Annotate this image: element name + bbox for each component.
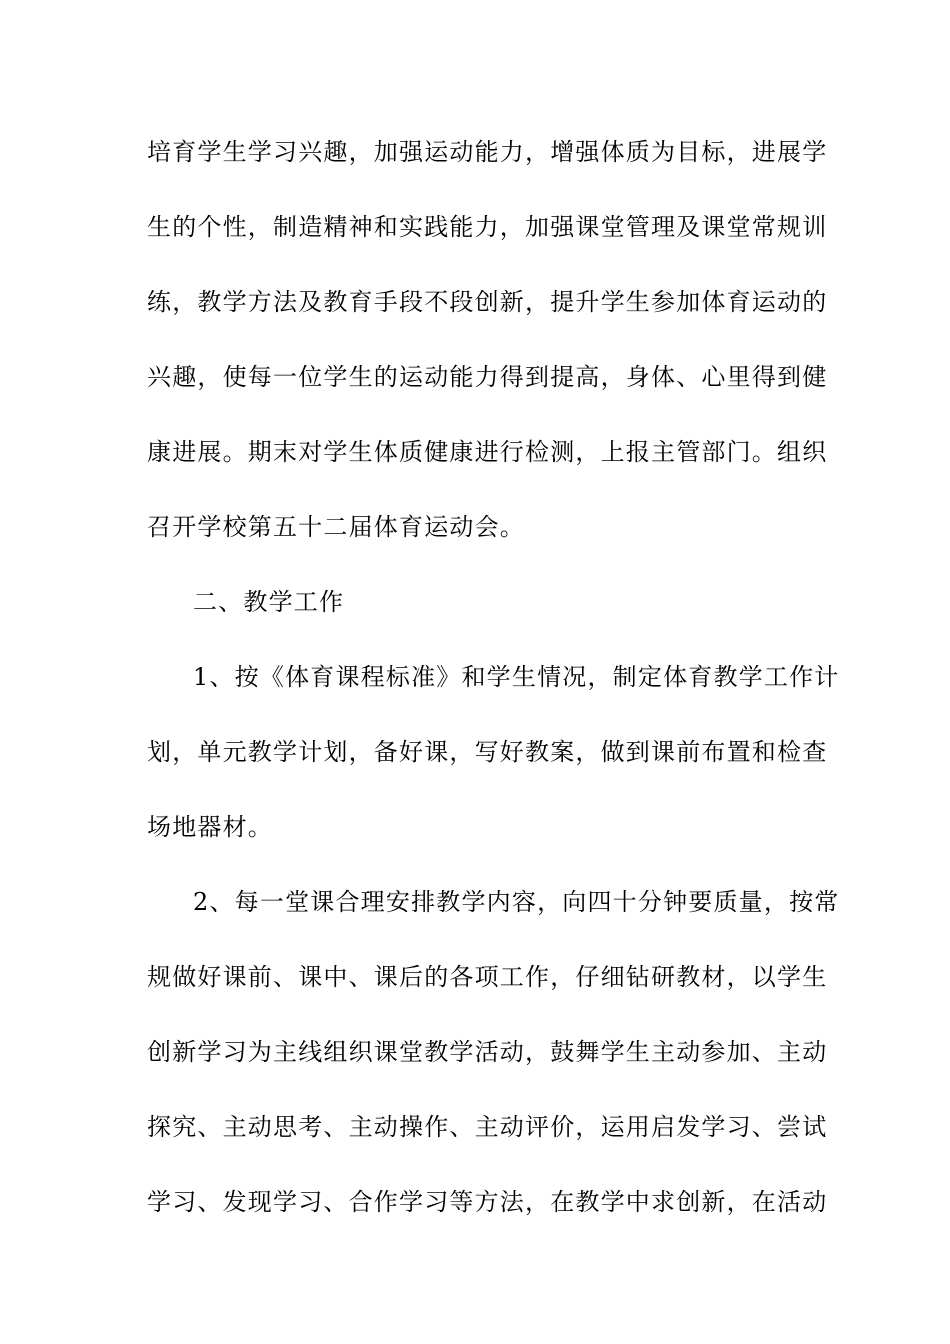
item-2-line-2: 规做好课前、课中、课后的各项工作，仔细钻研教材，以学生 bbox=[147, 963, 828, 991]
paragraph-1-line-3: 练，教学方法及教育手段不段创新，提升学生参加体育运动的 bbox=[147, 288, 828, 316]
item-2-line-1: 2、每一堂课合理安排教学内容，向四十分钟要质量，按常 bbox=[193, 888, 840, 916]
item-1-line-3: 场地器材。 bbox=[147, 813, 273, 841]
paragraph-1-line-6: 召开学校第五十二届体育运动会。 bbox=[147, 513, 525, 541]
item-2-line-3: 创新学习为主线组织课堂教学活动，鼓舞学生主动参加、主动 bbox=[147, 1038, 828, 1066]
paragraph-1-line-1: 培育学生学习兴趣，加强运动能力，增强体质为目标，进展学 bbox=[147, 138, 828, 166]
item-2-line-4: 探究、主动思考、主动操作、主动评价，运用启发学习、尝试 bbox=[147, 1113, 828, 1141]
item-2-line-5: 学习、发现学习、合作学习等方法，在教学中求创新，在活动 bbox=[147, 1188, 828, 1216]
paragraph-1-line-4: 兴趣，使每一位学生的运动能力得到提高，身体、心里得到健 bbox=[147, 363, 828, 391]
item-1-line-1: 1、按《体育课程标准》和学生情况，制定体育教学工作计 bbox=[193, 663, 840, 691]
paragraph-1-line-5: 康进展。期末对学生体质健康进行检测，上报主管部门。组织 bbox=[147, 438, 828, 466]
item-1-line-2: 划，单元教学计划，备好课，写好教案，做到课前布置和检查 bbox=[147, 738, 828, 766]
section-heading: 二、教学工作 bbox=[193, 588, 345, 616]
paragraph-1-line-2: 生的个性，制造精神和实践能力，加强课堂管理及课堂常规训 bbox=[147, 213, 828, 241]
